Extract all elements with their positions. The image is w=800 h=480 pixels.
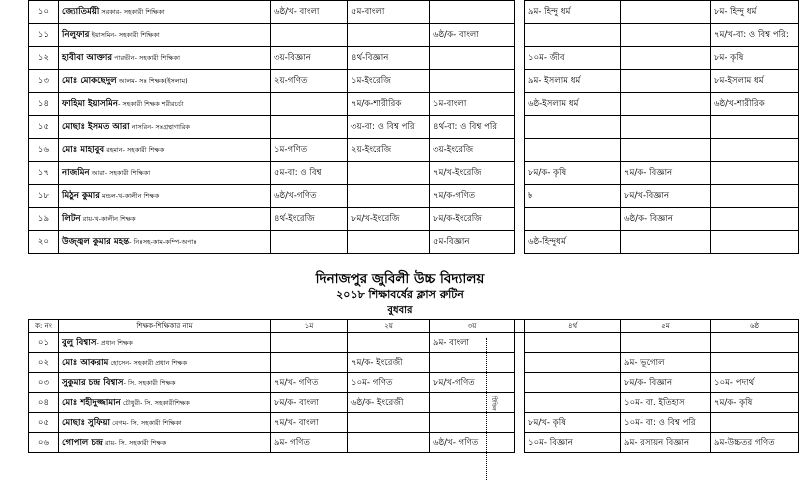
- break-cell: [515, 231, 525, 254]
- teacher-name: হাবীবা আক্তার: [62, 53, 113, 63]
- teacher-role: নাসরিন- সঃগ্রন্থাগারিক: [129, 123, 190, 131]
- period-4-cell: [525, 24, 621, 47]
- serial-cell: ১৫: [29, 116, 59, 139]
- break-cell: [515, 1, 525, 24]
- break-cell: [515, 185, 525, 208]
- serial-cell: ০৪: [29, 393, 59, 413]
- period-5-cell: [621, 1, 711, 24]
- table-row: [29, 185, 799, 208]
- period-4-cell: ৮ম/খ- কৃষি: [525, 413, 621, 433]
- period-6-cell: [711, 333, 799, 353]
- break-cell: [515, 413, 525, 433]
- period-1-cell: [271, 116, 348, 139]
- break-cell: [515, 24, 525, 47]
- table-row: [29, 139, 799, 162]
- serial-cell: ০২: [29, 353, 59, 373]
- period-4-cell: ৯ম- হিন্দু ধর্ম: [525, 1, 621, 24]
- table-row: [29, 433, 799, 453]
- teacher-role: আরা- সহকারী শিক্ষিকা: [89, 169, 151, 177]
- table-row: [29, 93, 799, 116]
- period-1-cell: [271, 333, 348, 353]
- period-2-cell: ২য়-ইংরেজি: [348, 139, 430, 162]
- period-4-cell: ৳: [525, 185, 621, 208]
- period-4-cell: ১০ম- বিজ্ঞান: [525, 433, 621, 453]
- period-1-cell: [271, 231, 348, 254]
- period-6-cell: [711, 208, 799, 231]
- table-row: [29, 47, 799, 70]
- period-5-cell: [621, 333, 711, 353]
- serial-cell: ০৩: [29, 373, 59, 393]
- break-cell: [515, 139, 525, 162]
- teacher-role: সরকার- সহকারী শিক্ষিকা: [99, 8, 165, 16]
- period-4-cell: [525, 208, 621, 231]
- teacher-name: মিঠুন কুমার: [62, 191, 100, 201]
- period-5-cell: [621, 93, 711, 116]
- period-6-cell: [711, 116, 799, 139]
- period-3-cell: [430, 393, 515, 413]
- teacher-name-cell: [59, 231, 271, 254]
- period-6-cell: ৭ম/খ-বা: ও বিশ্ব পরি:: [711, 24, 799, 47]
- period-2-cell: [348, 413, 430, 433]
- serial-cell: ১২: [29, 47, 59, 70]
- serial-cell: ১৭: [29, 162, 59, 185]
- serial-cell: ০৫: [29, 413, 59, 433]
- period-5-cell: [621, 116, 711, 139]
- period-5-cell: [621, 70, 711, 93]
- period-6-cell: ৮ম- কৃষি: [711, 47, 799, 70]
- break-cell: [515, 47, 525, 70]
- period-3-cell: ৭ম/খ-ইংরেজি: [430, 162, 515, 185]
- teacher-name-cell: [59, 116, 271, 139]
- teacher-name-cell: [59, 70, 271, 93]
- teacher-name-cell: [59, 373, 271, 393]
- period-4-cell: ৯ম- ইসলাম ধর্ম: [525, 70, 621, 93]
- period-5-cell: ৭ম/ক- বিজ্ঞান: [621, 162, 711, 185]
- table-row: [29, 333, 799, 353]
- teacher-name-cell: [59, 1, 271, 24]
- teacher-name: লিটন: [62, 214, 81, 224]
- break-cell: [515, 116, 525, 139]
- col-header-break: [515, 320, 525, 333]
- teacher-name-cell: [59, 208, 271, 231]
- period-3-cell: [430, 1, 515, 24]
- teacher-name-cell: [59, 93, 271, 116]
- period-6-cell: [711, 162, 799, 185]
- serial-cell: ১৮: [29, 185, 59, 208]
- table-row: [29, 231, 799, 254]
- teacher-role: পারভীন- সহকারী শিক্ষিকা: [112, 54, 180, 62]
- period-6-cell: ৭ম/ক- কৃষি: [711, 393, 799, 413]
- period-6-cell: ৮ম-ইসলাম ধর্ম: [711, 70, 799, 93]
- teacher-name: মোঃ মোকছেদুল: [62, 76, 117, 86]
- period-3-cell: ৯ম- বাংলা: [430, 333, 515, 353]
- teacher-name: নাজমিন: [62, 168, 90, 178]
- teacher-role: রহমান- সহকারী শিক্ষক: [104, 146, 165, 154]
- period-3-cell: ৬ষ্ঠ/খ- গণিত: [430, 433, 515, 453]
- period-6-cell: [711, 231, 799, 254]
- teacher-name: মোঃ আকরাম: [62, 357, 109, 368]
- teacher-role: হোসেন- সহকারী প্রধান শিক্ষক: [108, 358, 188, 367]
- period-2-cell: [348, 162, 430, 185]
- period-1-cell: ৫ম-বা: ও বিশ্ব: [271, 162, 348, 185]
- day-label: বুধবার: [387, 305, 413, 316]
- header-row: [29, 320, 799, 333]
- period-2-cell: ১০ম- গণিত: [348, 373, 430, 393]
- teacher-name-cell: [59, 413, 271, 433]
- period-3-cell: ৩য়-ইংরেজি: [430, 139, 515, 162]
- table-row: [29, 353, 799, 373]
- teacher-role: - প্রধান শিক্ষক: [96, 338, 133, 347]
- school-name: দিনাজপুর জুবিলী উচ্চ বিদ্যালয়: [315, 271, 485, 287]
- period-4-cell: [525, 139, 621, 162]
- period-2-cell: [348, 333, 430, 353]
- period-1-cell: ৬ষ্ঠ/খ-গণিত: [271, 185, 348, 208]
- serial-cell: ২০: [29, 231, 59, 254]
- teacher-name-cell: [59, 185, 271, 208]
- teacher-name-cell: [59, 393, 271, 413]
- period-5-cell: ১০ম- বা: ও বিশ্ব পরি: [621, 413, 711, 433]
- period-3-cell: ৫ম-বিজ্ঞান: [430, 231, 515, 254]
- routine-title: ২০১৮ শিক্ষাবর্ষের ক্লাস রুটিন: [336, 288, 464, 301]
- period-5-cell: ৮ম/ক- বিজ্ঞান: [621, 373, 711, 393]
- period-4-cell: [525, 333, 621, 353]
- period-1-cell: ৩য়-বিজ্ঞান: [271, 47, 348, 70]
- period-3-cell: ৮ম/খ-গণিত: [430, 373, 515, 393]
- break-cell: [515, 162, 525, 185]
- period-3-cell: ৬ষ্ঠ/ক- বাংলা: [430, 24, 515, 47]
- break-cell: [515, 208, 525, 231]
- period-5-cell: [621, 139, 711, 162]
- period-1-cell: ৭ম/খ- গণিত: [271, 373, 348, 393]
- teacher-role: ইয়াসমিন- সহকারী শিক্ষিকা: [89, 31, 160, 39]
- period-3-cell: ৪র্থ-বা: ও বিশ্ব পরি: [430, 116, 515, 139]
- period-2-cell: ৩য়-বা: ও বিশ্ব পরি: [348, 116, 430, 139]
- serial-cell: ০১: [29, 333, 59, 353]
- period-5-cell: ৯ম- ভূগোল: [621, 353, 711, 373]
- table-row: [29, 24, 799, 47]
- teacher-name: জ্যোতির্ময়ী: [62, 7, 100, 17]
- break-cell: [515, 393, 525, 413]
- period-2-cell: ৫ম-বাংলা: [348, 1, 430, 24]
- period-5-cell: ৯ম- রসায়ন বিজ্ঞান: [621, 433, 711, 453]
- period-1-cell: ১ম-গণিত: [271, 139, 348, 162]
- teacher-role: চৌধুরী- সি. সহকারীশিক্ষক: [120, 398, 190, 407]
- col-header-period-3: ৩য়: [430, 320, 515, 333]
- period-6-cell: [711, 139, 799, 162]
- table-row: [29, 162, 799, 185]
- period-6-cell: [711, 353, 799, 373]
- period-1-cell: [271, 353, 348, 373]
- period-2-cell: ১ম-ইংরেজি: [348, 70, 430, 93]
- period-3-cell: [430, 413, 515, 433]
- period-4-cell: ১০ম- জীব: [525, 47, 621, 70]
- period-2-cell: [348, 433, 430, 453]
- serial-cell: ১৪: [29, 93, 59, 116]
- period-1-cell: ৭ম/খ- বাংলা: [271, 413, 348, 433]
- period-2-cell: ৭ম/ক-শারীরিক: [348, 93, 430, 116]
- table-row: [29, 116, 799, 139]
- break-cell: [515, 353, 525, 373]
- col-header-sn: ক: নং: [29, 320, 59, 333]
- teacher-role: আলম- সঃ শিক্ষক(ইসলাম): [116, 77, 188, 85]
- period-2-cell: ৪র্থ-বিজ্ঞান: [348, 47, 430, 70]
- table-row: [29, 1, 799, 24]
- teacher-name: উজ্জ্বল কুমার মহন্ত: [62, 237, 130, 247]
- period-5-cell: [621, 24, 711, 47]
- period-2-cell: ৭ম/ক- ইংরেজী: [348, 353, 430, 373]
- break-cell: [515, 433, 525, 453]
- col-header-name: শিক্ষক-শিক্ষিকার নাম: [59, 320, 271, 333]
- break-cell: [515, 373, 525, 393]
- period-2-cell: [348, 185, 430, 208]
- period-3-cell: ১ম-বাংলা: [430, 93, 515, 116]
- period-6-cell: ৬ষ্ঠ/খ-শারীরিক: [711, 93, 799, 116]
- period-2-cell: ৮ম/খ-ইংরেজি: [348, 208, 430, 231]
- period-1-cell: ৬ষ্ঠ/খ- বাংলা: [271, 1, 348, 24]
- period-3-cell: [430, 353, 515, 373]
- period-5-cell: ১০ম- বা. ইতিহাস: [621, 393, 711, 413]
- teacher-role: রায়-খ-কালীন শিক্ষক: [80, 215, 136, 223]
- period-1-cell: [271, 93, 348, 116]
- teacher-name: ফাহিমা ইয়াসমিন: [62, 99, 119, 109]
- table-row: [29, 393, 799, 413]
- teacher-name: মোঃ শহীদুজ্জামান: [62, 397, 121, 408]
- period-1-cell: ৮ম/ক- বাংলা: [271, 393, 348, 413]
- teacher-role: - সহকারী শিক্ষক শরীরচর্চা: [118, 100, 184, 108]
- period-5-cell: ৬ষ্ঠ/ক- বিজ্ঞান: [621, 208, 711, 231]
- teacher-role: - নিঃসহ-কাম-কম্পি-অপাঃ: [129, 238, 197, 246]
- period-1-cell: ২য়-গণিত: [271, 70, 348, 93]
- period-6-cell: [711, 413, 799, 433]
- teacher-name-cell: [59, 353, 271, 373]
- period-6-cell: [711, 185, 799, 208]
- period-3-cell: [430, 70, 515, 93]
- teacher-role: - সি. সহকারী শিক্ষক: [123, 378, 176, 387]
- teacher-name-cell: [59, 162, 271, 185]
- teacher-name-cell: [59, 47, 271, 70]
- table-row: [29, 70, 799, 93]
- period-6-cell: ১০ম- পদার্থ: [711, 373, 799, 393]
- routine-table-top: [28, 0, 799, 254]
- period-2-cell: [348, 24, 430, 47]
- col-header-period-2: ২য়: [348, 320, 430, 333]
- teacher-name-cell: [59, 433, 271, 453]
- period-5-cell: [621, 231, 711, 254]
- period-5-cell: [621, 47, 711, 70]
- period-4-cell: [525, 373, 621, 393]
- period-4-cell: ৮ম/ক- কৃষি: [525, 162, 621, 185]
- serial-cell: ০৬: [29, 433, 59, 453]
- col-header-period-4: ৪র্থ: [525, 320, 621, 333]
- period-3-cell: ৭ম/ক-গণিত: [430, 185, 515, 208]
- teacher-role: রায়- সি. সহকারী শিক্ষক: [102, 438, 167, 447]
- period-2-cell: [348, 231, 430, 254]
- col-header-period-1: ১ম: [271, 320, 348, 333]
- period-5-cell: ৮ম/খ-বিজ্ঞান: [621, 185, 711, 208]
- teacher-name-cell: [59, 24, 271, 47]
- col-header-period-5: ৫ম: [621, 320, 711, 333]
- teacher-name: নিলুফার: [62, 30, 90, 40]
- period-4-cell: ৬ষ্ঠ-ইসলাম ধর্ম: [525, 93, 621, 116]
- tiffin-label: টিফিন: [490, 396, 497, 411]
- period-4-cell: ৬ষ্ঠ-হিন্দুধর্ম: [525, 231, 621, 254]
- period-4-cell: [525, 393, 621, 413]
- teacher-name: মোঃ মাহাবুব: [62, 145, 105, 155]
- serial-cell: ১৯: [29, 208, 59, 231]
- period-6-cell: ৯ম-উচ্চতর গণিত: [711, 433, 799, 453]
- teacher-name: মোছাঃ ইসমত আরা: [62, 122, 130, 132]
- serial-cell: ১৩: [29, 70, 59, 93]
- period-4-cell: [525, 353, 621, 373]
- routine-table-wednesday: [28, 319, 799, 453]
- period-1-cell: [271, 24, 348, 47]
- period-3-cell: ৮ম/ক-ইংরেজি: [430, 208, 515, 231]
- teacher-name-cell: [59, 333, 271, 353]
- teacher-role: বেগম- সি. সহকারী শিক্ষিকা: [110, 418, 182, 427]
- table-row: [29, 208, 799, 231]
- col-header-period-6: ৬ষ্ঠ: [711, 320, 799, 333]
- serial-cell: ১৬: [29, 139, 59, 162]
- teacher-name: সুকুমার চন্দ্র বিশ্বাস: [62, 377, 124, 388]
- break-cell: [515, 93, 525, 116]
- table-row: [29, 413, 799, 433]
- serial-cell: ১১: [29, 24, 59, 47]
- period-1-cell: ৪র্থ-ইংরেজি: [271, 208, 348, 231]
- teacher-name-cell: [59, 139, 271, 162]
- table-row: [29, 373, 799, 393]
- break-cell: [515, 70, 525, 93]
- period-2-cell: ৬ষ্ঠ/ক- ইংরেজী: [348, 393, 430, 413]
- break-cell: [515, 333, 525, 353]
- teacher-name: বুলু বিশ্বাস: [62, 337, 97, 348]
- period-4-cell: [525, 116, 621, 139]
- period-6-cell: ৮ম- হিন্দু ধর্ম: [711, 1, 799, 24]
- teacher-role: মন্ডল-খ-কালীন শিক্ষক: [99, 192, 160, 200]
- teacher-name: গোপাল চন্দ্র: [62, 437, 103, 448]
- teacher-name: মোছাঃ সুফিয়া: [62, 417, 110, 428]
- period-1-cell: ৯ম- গণিত: [271, 433, 348, 453]
- period-3-cell: [430, 47, 515, 70]
- serial-cell: ১০: [29, 1, 59, 24]
